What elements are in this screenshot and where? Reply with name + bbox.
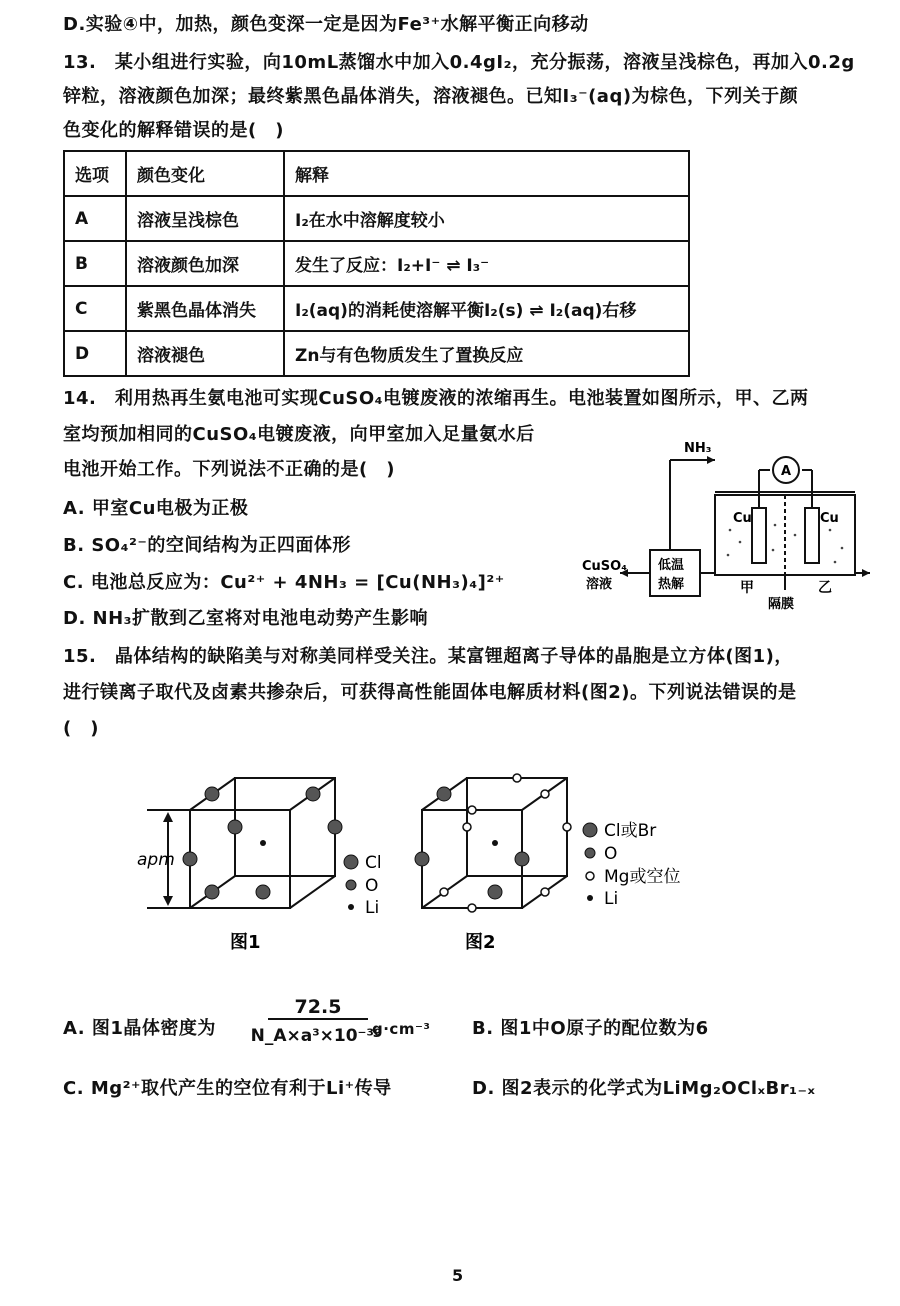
- diagram-label-cu-right: Cu: [820, 511, 839, 526]
- q13-stem-line1: 13. 某小组进行实验，向10mL蒸馏水中加入0.4gI₂，充分振荡，溶液呈浅棕色，再加入0.2g: [63, 52, 855, 73]
- q14-stem-line3: 电池开始工作。下列说法不正确的是( ): [63, 459, 395, 480]
- dimension-label-apm: apm: [137, 850, 175, 870]
- q15-option-a-prefix: A. 图1晶体密度为: [63, 1018, 216, 1039]
- table-cell: D: [64, 331, 126, 376]
- figure-2-caption: 图2: [465, 932, 496, 953]
- legend-cl-br: Cl或Br: [604, 821, 657, 841]
- crystal-figure-2: [410, 770, 710, 960]
- page-number: 5: [452, 1266, 464, 1285]
- q15-option-d: D. 图2表示的化学式为LiMg₂OClₓBr₁₋ₓ: [472, 1078, 816, 1099]
- ammeter-icon: A: [781, 464, 792, 479]
- legend-o-symbol: [346, 880, 356, 890]
- legend-li-symbol: [348, 904, 354, 910]
- legend-li: Li: [365, 898, 380, 918]
- legend-o2: O: [604, 844, 618, 864]
- q15-stem-line1: 15. 晶体结构的缺陷美与对称美同样受关注。某富锂超离子导体的晶胞是立方体(图1)，: [63, 646, 793, 667]
- table-header: 选项: [64, 151, 126, 196]
- table-cell: 溶液褪色: [126, 331, 284, 376]
- legend-li2: Li: [604, 889, 619, 909]
- q13-options-table: [63, 150, 690, 377]
- q15-stem-line3: ( ): [63, 718, 99, 739]
- table-row: [64, 241, 689, 286]
- crystal-figure-1: [135, 770, 405, 960]
- table-cell: 溶液颜色加深: [126, 241, 284, 286]
- q14-stem-line1: 14. 利用热再生氨电池可实现CuSO₄电镀废液的浓缩再生。电池装置如图所示，甲、乙两: [63, 388, 809, 409]
- q14-option-d: D. NH₃扩散到乙室将对电池电动势产生影响: [63, 608, 429, 629]
- legend-mg-vacancy: Mg或空位: [604, 867, 681, 887]
- legend-o2-symbol: [585, 848, 595, 858]
- diagram-label-yi: 乙: [818, 580, 832, 596]
- q12-option-d: D.实验④中，加热，颜色变深一定是因为Fe³⁺水解平衡正向移动: [63, 14, 589, 35]
- diagram-label-heat1: 低温: [658, 558, 685, 573]
- diagram-label-membrane: 隔膜: [768, 597, 795, 610]
- table-row: [64, 286, 689, 331]
- q14-option-b: B. SO₄²⁻的空间结构为正四面体形: [63, 535, 351, 556]
- table-cell: 发生了反应：I₂+I⁻ ⇌ I₃⁻: [284, 241, 689, 286]
- diagram-label-heat2: 热解: [658, 577, 685, 592]
- table-cell: C: [64, 286, 126, 331]
- legend-cl-br-symbol: [583, 823, 597, 837]
- legend-cl: Cl: [365, 853, 382, 873]
- table-cell: 紫黑色晶体消失: [126, 286, 284, 331]
- table-cell: Zn与有色物质发生了置换反应: [284, 331, 689, 376]
- table-cell: B: [64, 241, 126, 286]
- diagram-label-solution: 溶液: [586, 577, 613, 592]
- q13-stem-line2: 锌粒，溶液颜色加深；最终紫黑色晶体消失，溶液褪色。已知I₃⁻(aq)为棕色，下列关于颜: [63, 86, 799, 107]
- q15-option-c: C. Mg²⁺取代产生的空位有利于Li⁺传导: [63, 1078, 392, 1099]
- diagram-label-cuso4: CuSO₄: [582, 559, 627, 574]
- table-cell: I₂在水中溶解度较小: [284, 196, 689, 241]
- legend-li2-symbol: [587, 895, 593, 901]
- legend-o: O: [365, 876, 379, 896]
- diagram-label-jia: 甲: [740, 580, 754, 596]
- q15-option-b: B. 图1中O原子的配位数为6: [472, 1018, 709, 1039]
- table-row: [64, 196, 689, 241]
- table-header-row: [64, 151, 689, 196]
- table-row: [64, 331, 689, 376]
- table-cell: I₂(aq)的消耗使溶解平衡I₂(s) ⇌ I₂(aq)右移: [284, 286, 689, 331]
- density-numerator: 72.5: [268, 996, 368, 1020]
- legend-cl-symbol: [344, 855, 358, 869]
- q14-option-a: A. 甲室Cu电极为正极: [63, 498, 249, 519]
- figure-1-caption: 图1: [230, 932, 261, 953]
- table-cell: 溶液呈浅棕色: [126, 196, 284, 241]
- q14-option-c: C. 电池总反应为：Cu²⁺ + 4NH₃ = [Cu(NH₃)₄]²⁺: [63, 572, 505, 593]
- density-unit: g·cm⁻³: [372, 1020, 431, 1038]
- diagram-label-nh3: NH₃: [684, 441, 712, 456]
- table-header: 颜色变化: [126, 151, 284, 196]
- battery-diagram: [580, 430, 870, 610]
- legend-mg-symbol: [586, 872, 594, 880]
- density-denominator: N_A×a³×10⁻³⁰: [250, 1026, 382, 1046]
- q14-stem-line2: 室均预加相同的CuSO₄电镀废液，向甲室加入足量氨水后: [63, 424, 535, 445]
- diagram-label-cu-left: Cu: [733, 511, 752, 526]
- table-cell: A: [64, 196, 126, 241]
- table-header: 解释: [284, 151, 689, 196]
- q13-stem-line3: 色变化的解释错误的是( ): [63, 120, 284, 141]
- q15-stem-line2: 进行镁离子取代及卤素共掺杂后，可获得高性能固体电解质材料(图2)。下列说法错误的是: [63, 682, 797, 703]
